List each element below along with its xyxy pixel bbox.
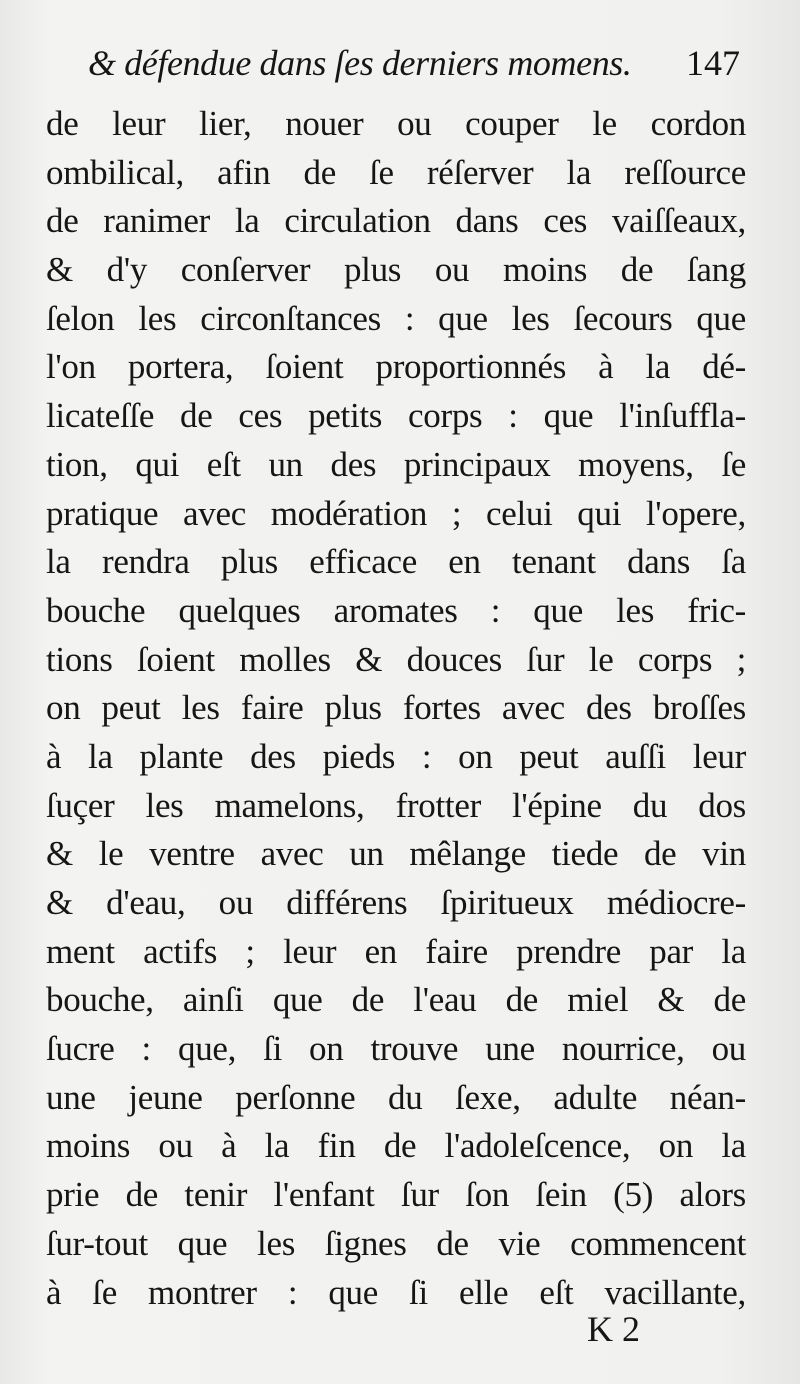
text-line: moins ou à la fin de l'adoleſcence, on la (46, 1126, 746, 1166)
text-line: à la plante des pieds : on peut auſſi leur (46, 736, 746, 776)
text-line: prie de tenir l'enfant ſur ſon ſein (5) alors (46, 1175, 746, 1215)
text-line: à ſe montrer : que ſi elle eſt vacillante, (46, 1272, 746, 1312)
text-line: on peut les faire plus fortes avec des broſſes (46, 688, 746, 728)
text-line: tions ſoient molles & douces ſur le corps ; (46, 639, 746, 679)
text-line: pratique avec modération ; celui qui l'opere, (46, 493, 746, 533)
running-head (48, 40, 748, 92)
text-line: bouche quelques aromates : que les fric- (46, 590, 746, 630)
text-line: licateſſe de ces petits corps : que l'inſuffla- (46, 396, 746, 436)
text-line: bouche, ainſi que de l'eau de miel & de (46, 980, 746, 1020)
text-line: de leur lier, nouer ou couper le cordon (46, 104, 746, 143)
text-line: ment actifs ; leur en faire prendre par la (46, 931, 746, 971)
text-line: tion, qui eſt un des principaux moyens, ſe (46, 444, 746, 484)
text-line: & le ventre avec un mêlange tiede de vin (46, 834, 746, 874)
text-line: ſur-tout que les ſignes de vie commencent (46, 1223, 746, 1263)
text-line: ſucre : que, ſi on trouve une nourrice, ou (46, 1029, 746, 1069)
text-line: une jeune perſonne du ſexe, adulte néan- (46, 1077, 746, 1117)
signature-mark: K 2 (587, 1309, 640, 1349)
body-text (46, 100, 746, 1317)
text-line: & d'eau, ou différens ſpiritueux médiocre- (46, 883, 746, 922)
text-line: & d'y conſerver plus ou moins de ſang (46, 250, 746, 290)
text-line: l'on portera, ſoient proportionnés à la dé- (46, 347, 746, 387)
text-line: ombilical, afin de ſe réſerver la reſſource (46, 152, 746, 192)
text-line: la rendra plus efficace en tenant dans ſa (46, 542, 746, 582)
page-number: 147 (686, 43, 740, 83)
text-line: de ranimer la circulation dans ces vaiſſeaux, (46, 201, 746, 241)
text-line: ſelon les circonſtances : que les ſecours que (46, 298, 746, 338)
running-title: & défendue dans ſes derniers momens. (88, 43, 632, 83)
text-line: ſuçer les mamelons, frotter l'épine du dos (46, 785, 746, 825)
